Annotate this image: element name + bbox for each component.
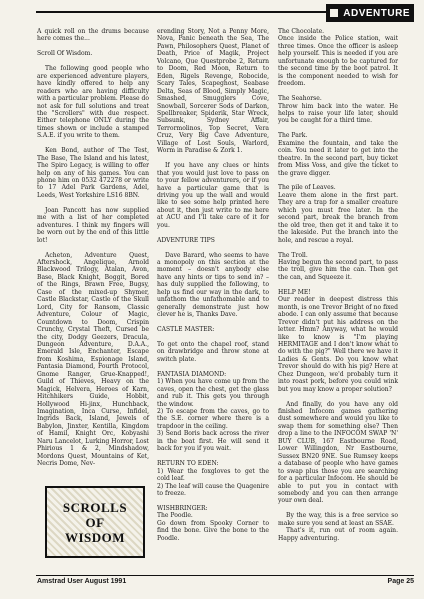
paragraph: And finally, do you have any old finished Infocom games gathering dust somewhere and would you like to swap them for something else? Then drop a line to the INFOCOM SWAP 'N' BUY CLUB, 167 Eastbourne Road, Lower Willingdon, Nr Eastbourne, Sussex BN20 9NE. Sue Rumsey keeps a database of people who have games to swap plus those you are searching for a particular Infocom. He should be able to put you in contact with somebody and you can then arrange your own deal. [278, 400, 398, 505]
paragraph: Leave them alone in the first part. They are a trap for a smaller creature which you must free later. In the second part, break the branch from the old tree, then get it and take it to the lakeside. Put the branch into the hole, and rescue a royal. [278, 191, 398, 244]
paragraph: By the way, this is a free service so make sure you send at least an SSAE. [278, 512, 398, 527]
footer-publication: Amstrad User August 1991 [37, 578, 127, 585]
paragraph: Dave Barard, who seems to have a monopoly on this section at the moment – doesn't anybody else have any hints or tips to send in? – has duly supplied the following, to help us find our way in the dark, to unfathom the unfathomable and to generally demonstrate just how clever he is, Thanks Dave. [157, 251, 269, 319]
subheading: HELP ME! [278, 288, 311, 296]
subheading: ADVENTURE TIPS [157, 236, 215, 244]
logo-line: OF [85, 514, 105, 530]
subheading: FANTASIA DIAMOND: [157, 370, 227, 378]
paragraph: Go down from Spooky Corner to find the bone. Give the bone to the Poodle. [157, 519, 269, 542]
banner-square-icon [329, 8, 339, 18]
paragraph: Examine the fountain, and take the coin. You need it later to get into the theatre. In the second part, buy ticket from Miss Voss, and give the ticket to the grave digger. [278, 139, 398, 177]
logo-line: SCROLLS [62, 499, 128, 515]
paragraph: To get onto the chapel roof, stand on drawbridge and throw stone at switch plate. [157, 340, 269, 363]
subheading: The pile of Leaves. [278, 184, 336, 192]
paragraph: Having begun the second part, to pass the troll, give him the can. Then get the can, and Squeeze it. [278, 258, 398, 281]
subheading: The Park. [278, 132, 308, 140]
paragraph: erending Story, Not a Penny More, Nova, Panic beneath the Sea, The Pawn, Philosophers Quest, Planet of Death, Price of Magik, Project Volcano, Que Questprobe 2, Return to Doom, Red Moon, Return to Eden, Rigels Revenge, Robocide, Scary Tales, Scapeghost, Seabase Delta, Seas of Blood, Simply Magic, Smashed, Smugglers Cove, Snowball, Sorcerer Sods of Darkon, Spellbreaker, Spiderik, Star Wreck, Subsunk, Sydney Affair, Terrormolinos, Top Secret, Vera Cruz, Very Big Cave Adventure, Village of Lost Souls, Warlord, Worm in Paradise & Zork 1. [157, 28, 269, 155]
scrolls-of-wisdom-logo [45, 486, 145, 558]
subheading: The Chocolate. [278, 28, 325, 35]
subheading: RETURN TO EDEN: [157, 460, 219, 468]
logo-line: WISDOM [64, 529, 126, 545]
footer-rule [36, 575, 414, 576]
column-2 [157, 28, 269, 550]
paragraph: Acheton, Adventure Quest, Aftershock, Angelique, Arnold Blackwood Trilogy, Atalan, Avon, Base, Black Knight, Boggit, Bored of the Rings, Brawn Free, Bugsy, Case of the mixed-up Shymer, Castle Blackstar, Castle of the Skull Lord, City for Ransom, Classic Adventure, Colour of Magic, Countdown to Doom, Crispin Crunchy, Crystal Theft, Cursed be the city, Dodgy Geezers, Dracula, Dungeon Adventure, D.A.A., Emerald Isle, Enchanter, Escape from Koshima, Espionage Island, Fantasia Diamond, Fourth Protocol, Gnome Ranger, Grue-Knapped!, Guild of Thieves, Heavy on the Magick, Helvera, Heroes of Karn, Hitchhikers Guide, Hobbit, Hollywood Hi-jinx, Hunchback, Imagination, Inca Curse, Infidel, Ingrids Back, Island, Jewels of Babylon, Jinxter, Kentilla, Kingdom of Hamil, Knight Orc, Kobyashi Naru Lancelot, Lurking Horror, Lost Phirious 1 & 2, Mindshadow, Mordons Quest, Mountains of Ket, Necris Dome, Nev- [37, 251, 149, 468]
subheading: WISHBRINGER: [157, 504, 208, 512]
column-3 [278, 28, 398, 550]
paragraph: Once inside the Police station, wait three times. Once the officer is asleep help yourself. This is needed if you are unfortunate enough to be captured for the second time by the boot patrol. It is the component needed to wish for freedom. [278, 35, 398, 88]
paragraph: 3) Send Boris back across the river in the boat first. He will send it back for you if you wait. [157, 430, 269, 453]
column-1 [37, 28, 149, 475]
section-title: ADVENTURE [343, 7, 410, 19]
paragraph: Throw him back into the water. He helps to raise your life later, should you be caught for a third time. [278, 102, 398, 125]
section-banner [326, 4, 414, 22]
footer-page-number: Page 25 [387, 578, 414, 585]
paragraph: Joan Pancott has now supplied me with a list of her completed adventures. I think my fingers will be worn out by the end of this little lot! [37, 206, 149, 244]
subheading: The Troll. [278, 251, 308, 259]
paragraph: The Poodle. [157, 512, 193, 520]
paragraph: 2) To escape from the caves, go to the S.E. corner where there is a trapdoor in the ceiling. [157, 408, 269, 430]
paragraph: 1) When you have come up from the caves, open the chest, get the glass and rub it. This gets you through the window. [157, 378, 269, 408]
subheading: CASTLE MASTER: [157, 326, 215, 334]
paragraph: The following good people who are experienced adventure players, have kindly offered to help any readers who are having difficulty with a particular problem. Please do not ask for full solutions and treat the "Scrollers" with due respect. Either telephone ONLY during the times shown or include a stamped S.A.E. if you write to them. [37, 65, 149, 140]
paragraph: 2) The leaf will cause the Quagenire to freeze. [157, 482, 269, 497]
subheading: The Seahorse. [278, 95, 322, 103]
paragraph: That's it, run out of room again. Happy adventuring. [278, 527, 398, 542]
paragraph: Our reader in deepest distress this month, is one Trevor Bright of no fixed abode. I can only assume that because Trevor didn't put his address on the letter. Hmm? Anyway, what he would like to know is "I'm playing HERMITAGE and I don't know what to do with the pig?" Well there we have it Ladies & Gents. Do you know what Trevor should do with his pig? Here at Chez Dungeon, we'd probably turn it into roast pork, before you could wink but you may know a proper solution? [278, 296, 398, 393]
paragraph: 1) Wear the foxgloves to get the cold leaf. [157, 467, 269, 483]
paragraph: Ken Bond, author of The Test, The Base, The Island and his latest, The Spiro Legacy, is willing to offer help on any of his games. You can phone him on 0532 472278 or write to 17 Adel Park Gardens, Adel, Leeds, West Yorkshire LS16 8BN. [37, 147, 149, 199]
paragraph: A quick roll on the drums because here comes the... [37, 28, 149, 43]
paragraph: If you have any clues or hints that you would just love to pass on to your fellow adventurers, or if you have a particular game that is driving you up the wall and would like to see some help printed here about it, then just write to me here at ACU and I'll take care of it for you. [157, 162, 269, 229]
paragraph: Scroll Of Wisdom. [37, 50, 93, 58]
